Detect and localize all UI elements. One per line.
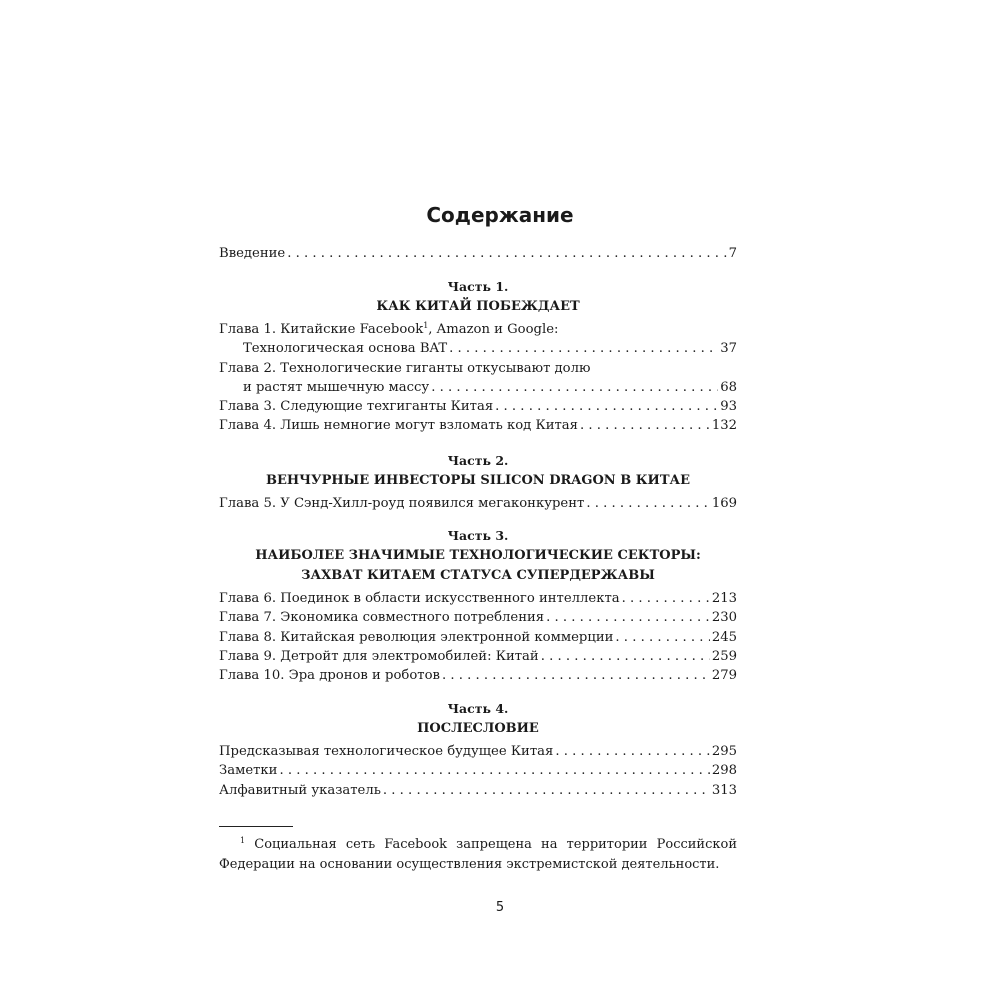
entry-title: Глава 8. Китайская революция электронной коммерции [219,629,614,645]
entry-page: 93 [720,399,737,415]
page-number: 5 [495,900,505,915]
entry-label [219,339,447,358]
toc-entry[interactable] [219,339,737,358]
toc-entry[interactable] [219,628,737,647]
toc-entry[interactable] [219,378,737,397]
dot-leader [449,339,718,358]
entry-page: 169 [711,496,737,511]
entry-title: и растят мышечную массу [243,379,430,395]
toc-entry-intro[interactable] [219,244,737,263]
dot-leader [541,647,710,666]
entry-page: 313 [711,782,737,798]
entry-page: 7 [728,246,737,261]
toc-entry[interactable] [219,494,737,513]
entry-label [219,608,544,627]
dot-leader [287,244,726,263]
dot-leader [431,378,718,397]
part-heading: НАИБОЛЕЕ ЗНАЧИМЫЕ ТЕХНОЛОГИЧЕСКИЕ СЕКТОРЫ: [255,548,701,563]
dot-leader [622,589,710,608]
entry-label [219,397,493,416]
entry-title: Глава 9. Детройт для электромобилей: Китай [219,648,539,664]
entry-title: Глава 3. Следующие техгиганты Китая [219,399,494,415]
part-header [219,277,737,317]
part-heading: ВЕНЧУРНЫЕ ИНВЕСТОРЫ SILICON DRAGON В КИТАЕ [265,473,690,488]
part-label: Часть 4. [447,701,509,716]
entry-title: Глава 7. Экономика совместного потребления [219,610,545,626]
entry-title: Технологическая основа BAT [243,341,448,357]
toc-entry[interactable] [219,608,737,627]
entry-title: Глава 1. Китайские Facebook [219,322,424,337]
entry-page: 68 [720,379,737,395]
toc-entry[interactable] [219,742,737,761]
dot-leader [546,608,710,627]
dot-leader [279,761,709,780]
entry-page: 295 [711,744,737,759]
entry-label [219,761,277,780]
entry-label: Введение [219,246,286,261]
entry-label [219,320,558,339]
entry-label [219,781,381,800]
dot-leader [495,397,718,416]
dot-leader [442,666,710,685]
toc-entry[interactable] [219,647,737,666]
entry-label [219,589,620,608]
dot-leader [580,416,710,435]
part-label: Часть 1. [447,279,509,294]
entry-page: 132 [711,418,737,434]
entry-page: 37 [720,341,737,357]
entry-page: 230 [711,610,737,626]
entry-label [219,359,590,378]
entry-page: 213 [711,591,737,606]
toc-part-1 [219,277,737,436]
toc-entry[interactable] [219,397,737,416]
footnote-ref[interactable]: 1 [423,321,429,330]
entry-title: Глава 10. Эра дронов и роботов [219,668,440,684]
entry-title: Предсказывая технологическое будущее Китая [219,744,554,759]
dot-leader [615,628,709,647]
toc-entry[interactable] [219,666,737,685]
part-label: Часть 2. [447,453,509,468]
entry-title: Алфавитный указатель [219,782,381,798]
entry-page: 259 [711,648,737,664]
entry-title: Заметки [219,763,278,779]
toc-part-4 [219,699,737,800]
footnote [219,835,737,874]
entry-page: 245 [711,629,737,645]
entry-title-cont: , Amazon и Google: [428,322,559,337]
entry-title: Глава 5. У Сэнд-Хилл-роуд появился мегаконкурент [219,496,585,511]
toc-entry[interactable] [219,320,737,339]
part-header [219,526,737,586]
entry-label [219,628,613,647]
part-header [219,451,737,491]
entry-page: 298 [711,763,737,779]
entry-label [219,416,578,435]
entry-title: Глава 2. Технологические гиганты откусывают долю [219,360,591,376]
toc-entry[interactable] [219,781,737,800]
toc-part-2 [219,451,737,513]
entry-title: Глава 6. Поединок в области искусственного интеллекта [219,591,620,606]
page-title: Содержание [426,203,574,227]
part-heading: ЗАХВАТ КИТАЕМ СТАТУСА СУПЕРДЕРЖАВЫ [301,568,655,583]
part-label: Часть 3. [447,528,509,543]
toc-entry[interactable] [219,589,737,608]
part-heading: КАК КИТАЙ ПОБЕЖДАЕТ [376,299,580,314]
dot-leader [555,742,710,761]
toc-part-3 [219,526,737,685]
footnote-text: Социальная сеть Facebook запрещена на территории Российской Федерации на основании осуществления экстремистской деятельности. [219,837,737,872]
toc-entry[interactable] [219,416,737,435]
entry-title: Глава 4. Лишь немногие могут взломать код Китая [219,418,578,434]
part-heading: ПОСЛЕСЛОВИЕ [417,721,539,736]
entry-label [219,378,429,397]
toc-entry[interactable] [219,761,737,780]
entry-label [219,666,440,685]
toc-intro [219,244,737,263]
footnote-marker: 1 [240,836,246,845]
toc-entry[interactable] [219,359,737,378]
entry-label [219,742,553,761]
entry-page: 279 [711,668,737,684]
entry-label [219,647,539,666]
entry-label [219,494,584,513]
footnote-divider [219,826,293,827]
part-header [219,699,737,739]
dot-leader [586,494,710,513]
dot-leader [383,781,710,800]
